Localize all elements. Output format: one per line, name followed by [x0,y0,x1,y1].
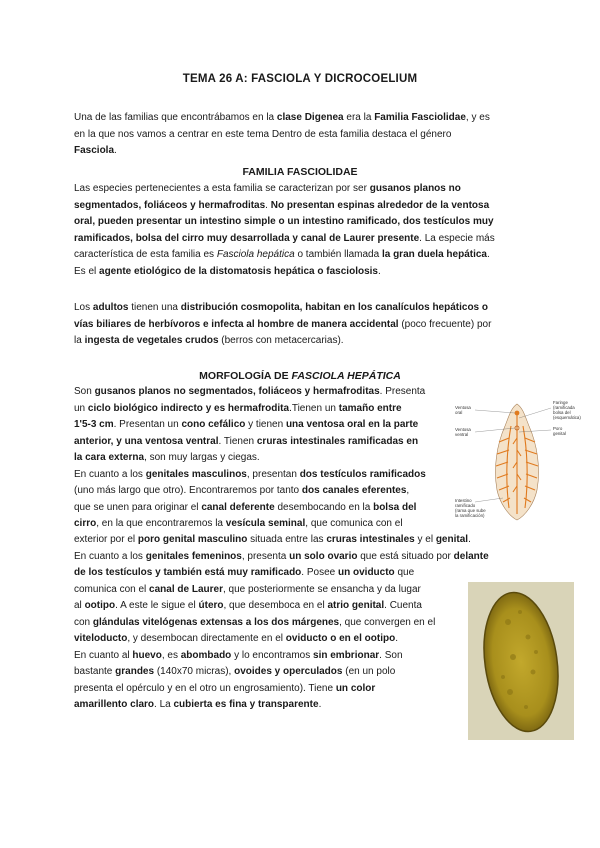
bold-text: oviducto o en el ootipo [285,633,396,644]
text: desembocando en la [274,501,374,513]
bold-text: cruras intestinales [326,534,415,545]
text: y el [414,534,436,545]
text: Los [74,302,93,313]
text: . Presenta [379,386,426,397]
text: , que desemboca en el [223,600,328,611]
bold-text: genitales femeninos [145,550,242,562]
text: que se unen para originar el [74,501,202,513]
bold-text: dos testículos ramificados [299,468,426,480]
bold-text: vías biliares de herbívoros e infecta al hombre de manera accidental [74,318,399,330]
text: . [377,265,381,277]
bold-text: cubierta es fina y transparente [173,699,319,710]
adults-paragraph [74,300,534,350]
text: , que comunica con el [305,518,403,529]
bold-text: ciclo biológico indirecto y es hermafrodita [87,402,290,414]
label-ventosa-ventral-2: ventral [455,432,469,437]
bold-text: la cara externa [74,452,145,463]
bold-text: gusanos planos no segmentados, foliáceos y hermafroditas [94,386,380,397]
text: (berros con metacercarias). [218,335,344,346]
text: . [487,249,490,260]
text: . [265,199,271,211]
intro-bold: Fasciola [74,145,115,156]
bold-text: cirro [74,518,97,529]
bold-text: sin embrionar [313,649,380,661]
text: que [394,567,415,578]
bold-text: viteloducto [74,633,128,644]
label-faringe-3: bolsa del [553,410,571,415]
text: . La [154,699,174,710]
text: (poco frecuente) por [398,318,492,330]
intro-bold: Familia Fasciolidae [374,112,466,123]
bold-text: ootipo [84,600,116,611]
bold-text: 1'5-3 cm [74,419,114,430]
text: exterior por el [74,534,138,545]
bold-text: bolsa del [373,501,417,513]
text: tienen una [128,302,181,313]
text: . [318,699,322,710]
bold-text: gusanos planos no [369,183,461,194]
fasciola-anatomy-figure [453,398,581,524]
text: al [74,600,85,611]
bold-text: abombado [180,649,232,661]
text: (en un polo [342,666,396,677]
intro-paragraph [74,110,534,160]
intro-bold: clase Digenea [276,112,344,123]
bold-text: la gran duela hepática [381,249,487,260]
intro-text: . [114,145,117,156]
text: , y desembocan directamente en el [127,633,286,644]
text: , son muy largas y ciegas. [144,452,260,463]
text: un [74,402,88,414]
bold-text: amarillento claro [74,699,155,710]
text: . [468,534,471,545]
bold-text: ovoides y operculados [234,666,343,677]
text: presenta el opérculo y en el otro un engrosamiento). Tiene [74,682,336,694]
text: En cuanto a los [74,468,146,480]
bold-text: agente etiológico de la distomatosis hepática o fasciolosis [99,265,378,277]
bold-text: ramificados, bolsa del cirro muy desarrollada y canal de Laurer presente [74,232,420,244]
text: y tienen [245,419,286,430]
text: . La especie más [419,232,495,244]
text: , que convergen en el [339,616,436,628]
morphology-heading [0,370,600,382]
label-intestino: Intestino [455,498,472,503]
intro-text: Una de las familias que encontrábamos en la [74,112,277,123]
text: . Tienen [218,435,257,447]
bold-text: delante [453,550,489,562]
text: , presenta [241,550,290,562]
bold-text: un color [335,682,376,694]
bold-text: genital [435,534,469,545]
bold-text: una ventosa oral en la parte [285,419,419,430]
heading-text: MORFOLOGÍA DE [199,370,292,382]
bold-text: útero [198,600,224,611]
morphology-female-paragraph [74,565,464,714]
bold-text: anterior, y una ventosa ventral [74,435,219,447]
label-intestino-3: (rama que sube [455,508,486,513]
bold-text: segmentados, foliáceos y hermafroditas [74,199,266,211]
text: o también llamada [294,249,382,260]
bold-text: un solo ovario [289,550,358,562]
label-poro-2: genital [553,431,566,436]
text: , en la que encontraremos la [96,518,226,529]
text: , [406,485,410,496]
bold-text: adultos [92,302,129,313]
italic-text: Fasciola hepática [216,249,295,260]
intro-text: , y es [465,112,490,123]
text: En cuanto a los [74,550,146,562]
text: .Tienen un [289,402,339,414]
text: con [74,616,93,628]
label-intestino-2: ramificado [455,503,476,508]
text: . Son [379,649,403,661]
text: , presentan [246,468,300,480]
bold-text: dos canales eferentes [301,485,407,496]
bold-text: glándulas vitelógenas extensas a los dos márgenes [92,616,340,628]
label-faringe: Faringe [553,400,568,405]
text: la [74,335,85,346]
bold-text: genitales masculinos [145,468,247,480]
morphology-paragraph [74,384,474,533]
text: y lo encontramos [231,649,314,661]
family-heading: FAMILIA FASCIOLIDAE [242,166,358,178]
bold-text: huevo [132,649,162,661]
bold-text: poro genital masculino [137,534,248,545]
bold-text: ingesta de vegetales crudos [84,335,219,346]
bold-text: oral, pueden presentar un intestino simple o un intestino ramificado, dos testículos muy [74,216,494,227]
bold-text: atrio genital [327,600,385,611]
bold-text: tamaño entre [338,402,402,414]
bold-text: cono cefálico [181,419,246,430]
text: comunica con el [74,583,150,595]
bold-text: No presentan espinas alrededor de la ventosa [270,199,490,211]
text: . Cuenta [384,600,422,611]
oral-sucker [515,411,520,416]
text: Es el [74,265,100,277]
page-title: TEMA 26 A: FASCIOLA Y DICROCOELIUM [182,73,418,85]
bold-text: un oviducto [338,567,395,578]
text: , que posteriormente se ensancha y da lugar [222,583,421,595]
bold-text: canal de Laurer [149,583,223,595]
label-ventosa-oral-2: oral [455,410,463,415]
text: . A este le sigue el [115,600,199,611]
bold-text: grandes [115,666,155,677]
label-ventosa-ventral: Ventosa [455,427,471,432]
bold-text: vesícula seminal [225,518,306,529]
fasciola-egg-image [468,582,574,740]
bold-text: de los testículos y también está muy ramificado [74,567,302,578]
text: característica de esta familia es [74,249,217,260]
bold-text: distribución cosmopolita, habitan en los canalículos hepáticos o [180,302,489,313]
label-ventosa-oral: Ventosa [455,405,471,410]
bold-text: canal deferente [201,501,275,513]
text: Son [74,386,95,397]
text: (uno más largo que otro). Encontraremos por tanto [74,485,302,496]
text: bastante [74,666,116,677]
text: Las especies pertenecientes a esta familia se caracterizan por ser [74,183,370,194]
text: . [395,633,399,644]
text: , es [161,649,181,661]
intro-text: en la que nos vamos a centrar en este tema Dentro de esta familia destaca el género [74,128,452,140]
text: . Presentan un [113,419,182,430]
text: (140x70 micras), [154,666,235,677]
text: En cuanto al [74,649,133,661]
text: que está situado por [357,550,454,562]
label-intestino-4: la ramificación) [455,513,485,518]
label-faringe-4: (esquemática) [553,415,581,420]
text: situada entre las [247,534,327,545]
label-poro: Poro [553,426,563,431]
heading-italic: FASCIOLA HEPÁTICA [291,370,401,382]
intro-text: era la [343,112,375,123]
text: . Posee [301,567,338,578]
label-faringe-2: (ramificada [553,405,575,410]
family-paragraph [74,181,534,280]
bold-text: cruras intestinales ramificadas en [256,435,419,447]
morphology-continuation [74,532,544,565]
